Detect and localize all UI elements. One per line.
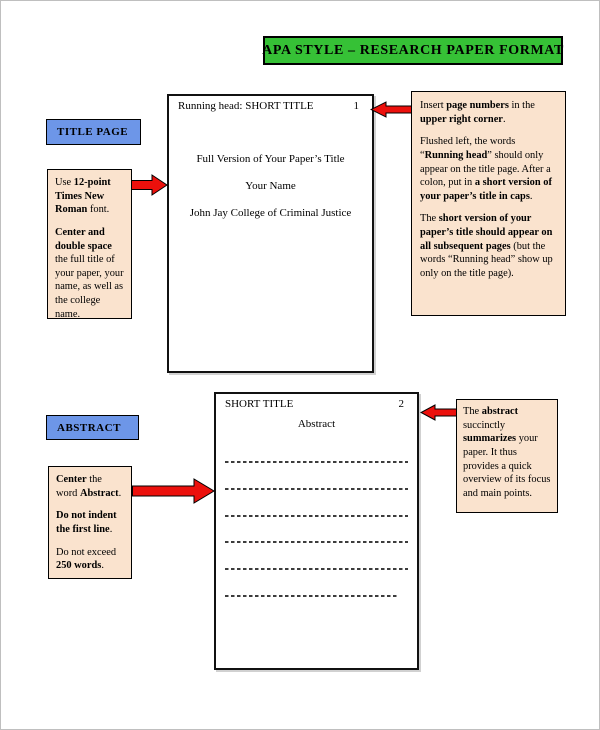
page-title: APA STYLE – RESEARCH PAPER FORMAT: [263, 36, 563, 65]
placeholder-text-line: [225, 595, 397, 597]
page-text-line: Your Name: [245, 180, 296, 192]
title-page-center-block: [169, 146, 372, 227]
note-font-instructions: [47, 169, 132, 319]
placeholder-text-line: [225, 568, 408, 570]
note-paragraph: Flushed left, the words “Running head” should only appear on the title page. After a colon, put in a short version of your paper’s title in caps.: [420, 136, 552, 202]
note-abstract-purpose: [456, 399, 558, 513]
title-right-red-arrow-icon: [370, 101, 412, 118]
page-number: 1: [353, 100, 359, 112]
title-left-red-arrow-icon: [131, 174, 168, 196]
note-running-head-instructions: [411, 91, 566, 316]
placeholder-text-line: [225, 541, 408, 543]
abstract-left-red-arrow-icon: [132, 478, 215, 504]
abstract-placeholder-lines: [225, 461, 408, 622]
note-paragraph: Use 12-point Times New Roman font.: [55, 177, 111, 216]
note-abstract-format-instructions: [48, 466, 132, 579]
placeholder-text-line: [225, 488, 408, 490]
page-number: 2: [398, 398, 404, 410]
abstract-page-header: [216, 394, 417, 410]
section-label-abstract: ABSTRACT: [46, 415, 139, 440]
note-paragraph: The short version of your paper’s title should appear on all subsequent pages (but the words “Running head” show up only on the title page).: [420, 213, 553, 279]
section-label-title-page: TITLE PAGE: [46, 119, 141, 145]
note-paragraph: Insert page numbers in the upper right corner.: [420, 100, 535, 125]
placeholder-text-line: [225, 515, 408, 517]
page-text-line: Full Version of Your Paper’s Title: [196, 153, 345, 165]
title-page-example: [167, 94, 374, 373]
title-page-header: [169, 96, 372, 112]
abstract-right-red-arrow-icon: [420, 404, 457, 421]
note-paragraph: The abstract succinctly summarizes your paper. It thus provides a quick overview of its focus and main points.: [463, 406, 551, 499]
placeholder-text-line: [225, 461, 408, 463]
note-paragraph: Center and double space the full title of your paper, your name, as well as the college name.: [55, 226, 124, 319]
page-text-line: John Jay College of Criminal Justice: [189, 207, 352, 219]
running-head-text: Running head: SHORT TITLE: [178, 100, 314, 112]
abstract-page-example: [214, 392, 419, 670]
note-paragraph: Do not exceed 250 words.: [56, 546, 117, 572]
note-paragraph: Center the word Abstract.: [56, 474, 122, 499]
running-head-text: SHORT TITLE: [225, 398, 294, 410]
note-paragraph: Do not indent the first line.: [56, 510, 117, 535]
abstract-heading: Abstract: [297, 418, 336, 430]
